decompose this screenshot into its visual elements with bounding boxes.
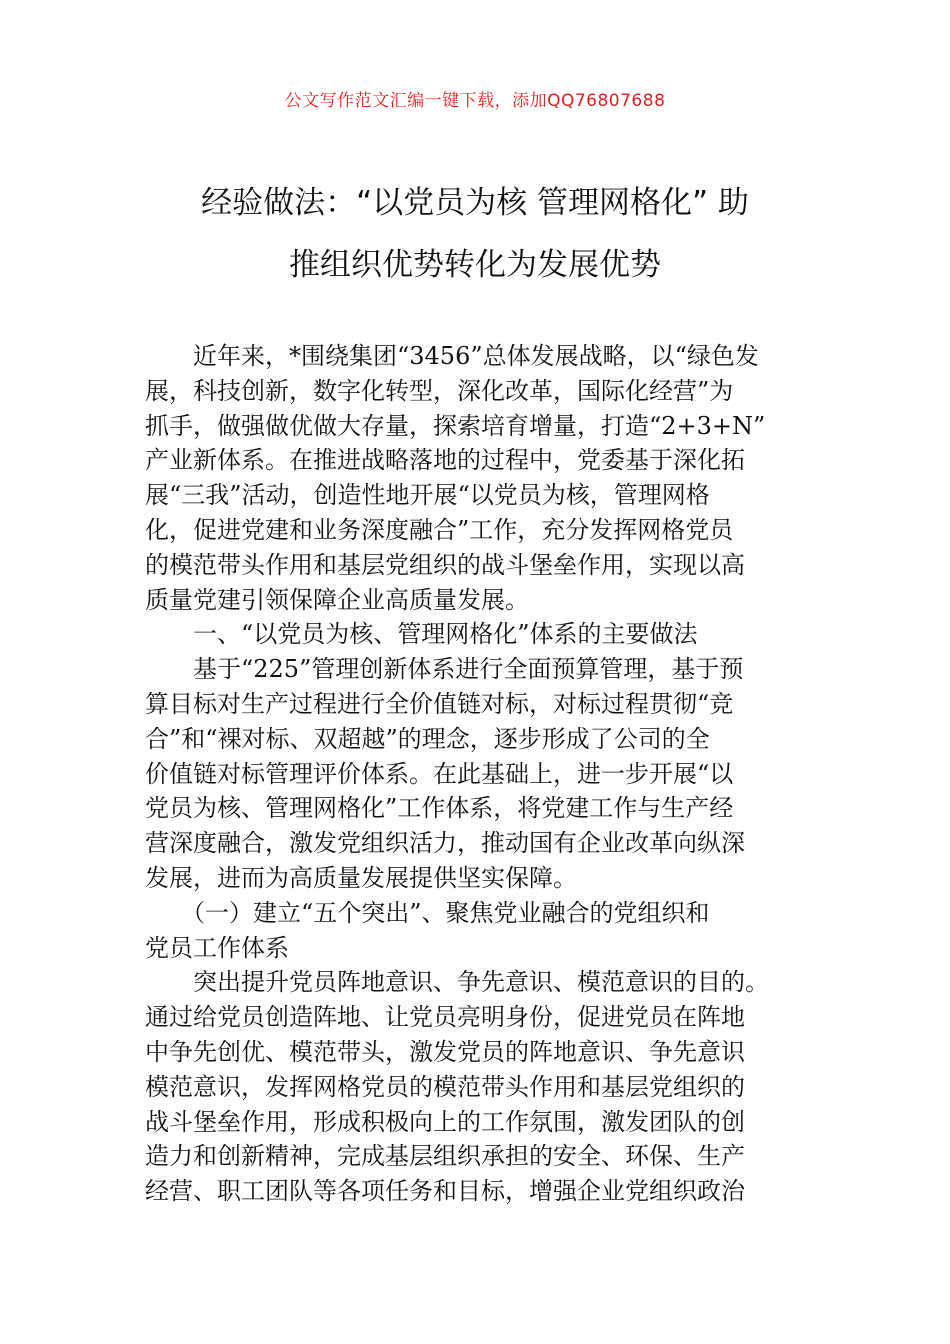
body-line: 发展，进而为高质量发展提供坚实保障。 — [145, 863, 577, 892]
body-line: 算目标对生产过程进行全价值链对标，对标过程贯彻“竞 — [145, 689, 734, 718]
body-line: 质量党建引领保障企业高质量发展。 — [145, 585, 529, 614]
body-line: 化，促进党建和业务深度融合”工作，充分发挥网格党员 — [145, 515, 734, 544]
body-line: 近年来，*围绕集团“3456”总体发展战略，以“绿色发 — [145, 342, 759, 370]
section-heading: 一、“以党员为核、管理网格化”体系的主要做法 — [145, 620, 698, 649]
body-line: 党员为核、管理网格化”工作体系，将党建工作与生产经 — [145, 794, 734, 823]
body-line: 通过给党员创造阵地、让党员亮明身份，促进党员在阵地 — [145, 1003, 745, 1032]
body-line: 突出提升党员阵地意识、争先意识、模范意识的目的。 — [145, 968, 769, 997]
subsection-heading: 党员工作体系 — [145, 933, 289, 962]
body-line: 展“三我”活动，创造性地开展“以党员为核，管理网格 — [145, 481, 710, 510]
body-text — [145, 339, 815, 1209]
subsection-heading: （一）建立“五个突出”、聚焦党业融合的党组织和 — [145, 898, 710, 927]
body-line: 基于“225”管理创新体系进行全面预算管理，基于预 — [145, 655, 744, 684]
body-line: 经营、职工团队等各项任务和目标，增强企业党组织政治 — [145, 1177, 745, 1206]
body-line: 价值链对标管理评价体系。在此基础上，进一步开展“以 — [145, 759, 734, 788]
body-line: 战斗堡垒作用，形成积极向上的工作氛围，激发团队的创 — [145, 1107, 745, 1136]
body-line: 产业新体系。在推进战略落地的过程中，党委基于深化拓 — [145, 446, 745, 475]
body-line: 抓手，做强做优做大存量，探索培育增量，打造“2+3+N” — [145, 411, 766, 440]
body-line: 中争先创优、模范带头，激发党员的阵地意识、争先意识 — [145, 1037, 745, 1066]
body-line: 模范意识，发挥网格党员的模范带头作用和基层党组织的 — [145, 1072, 745, 1101]
body-line: 的模范带头作用和基层党组织的战斗堡垒作用，实现以高 — [145, 550, 745, 579]
body-line: 合”和“裸对标、双超越”的理念，逐步形成了公司的全 — [145, 724, 710, 753]
document-title — [130, 172, 820, 296]
download-banner[interactable]: 公文写作范文汇编一键下载，添加QQ76807688 — [284, 91, 666, 111]
body-line: 营深度融合，激发党组织活力，推动国有企业改革向纵深 — [145, 829, 745, 858]
title-line-1: 经验做法：“以党员为核 管理网格化” 助 — [201, 185, 749, 221]
body-line: 造力和创新精神，完成基层组织承担的安全、环保、生产 — [145, 1142, 745, 1171]
title-line-2: 推组织优势转化为发展优势 — [289, 247, 661, 283]
body-line: 展，科技创新，数字化转型，深化改革，国际化经营”为 — [145, 376, 734, 405]
